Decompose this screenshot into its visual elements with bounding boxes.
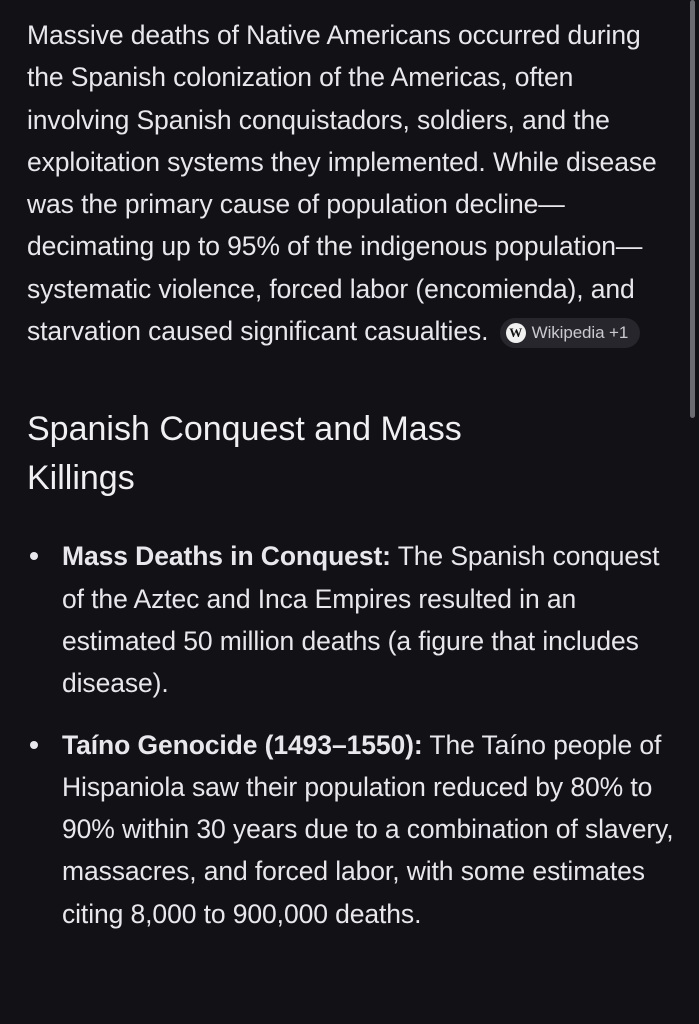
list-item	[27, 724, 677, 935]
intro-paragraph	[27, 14, 677, 352]
bullet-title: Mass Deaths in Conquest:	[62, 541, 391, 572]
list-item	[27, 535, 677, 704]
intro-text: Massive deaths of Native Americans occurred during the Spanish colonization of the Americas, often involving Spanish conquistadors, soldiers, and the exploitation systems they implemented. While disease was the primary cause of population decline—decimating up to 95% of the indigenous population—systematic violence, forced labor (encomienda), and starvation caused significant casualties.	[27, 20, 657, 347]
bullet-dot-icon	[30, 741, 38, 749]
source-chip-label: Wikipedia +1	[531, 323, 629, 343]
bullet-title: Taíno Genocide (1493–1550):	[62, 729, 423, 760]
scrollbar[interactable]	[690, 0, 695, 418]
section-heading: Spanish Conquest and Mass Killings	[27, 410, 462, 498]
bullet-list	[27, 535, 677, 935]
answer-content	[27, 14, 677, 954]
source-chip[interactable]	[500, 318, 641, 348]
bullet-dot-icon	[30, 552, 38, 560]
wikipedia-logo-icon: W	[506, 323, 526, 343]
bullet-text: The Taíno people of Hispaniola saw their population reduced by 80% to 90% within 30 years due to a combination of slavery, massacres, and forced labor, with some estimates citing 8,000 to 900,000 deaths.	[62, 729, 674, 929]
bullet-text: The Spanish conquest of the Aztec and Inca Empires resulted in an estimated 50 million deaths (a figure that includes disease).	[62, 541, 660, 699]
